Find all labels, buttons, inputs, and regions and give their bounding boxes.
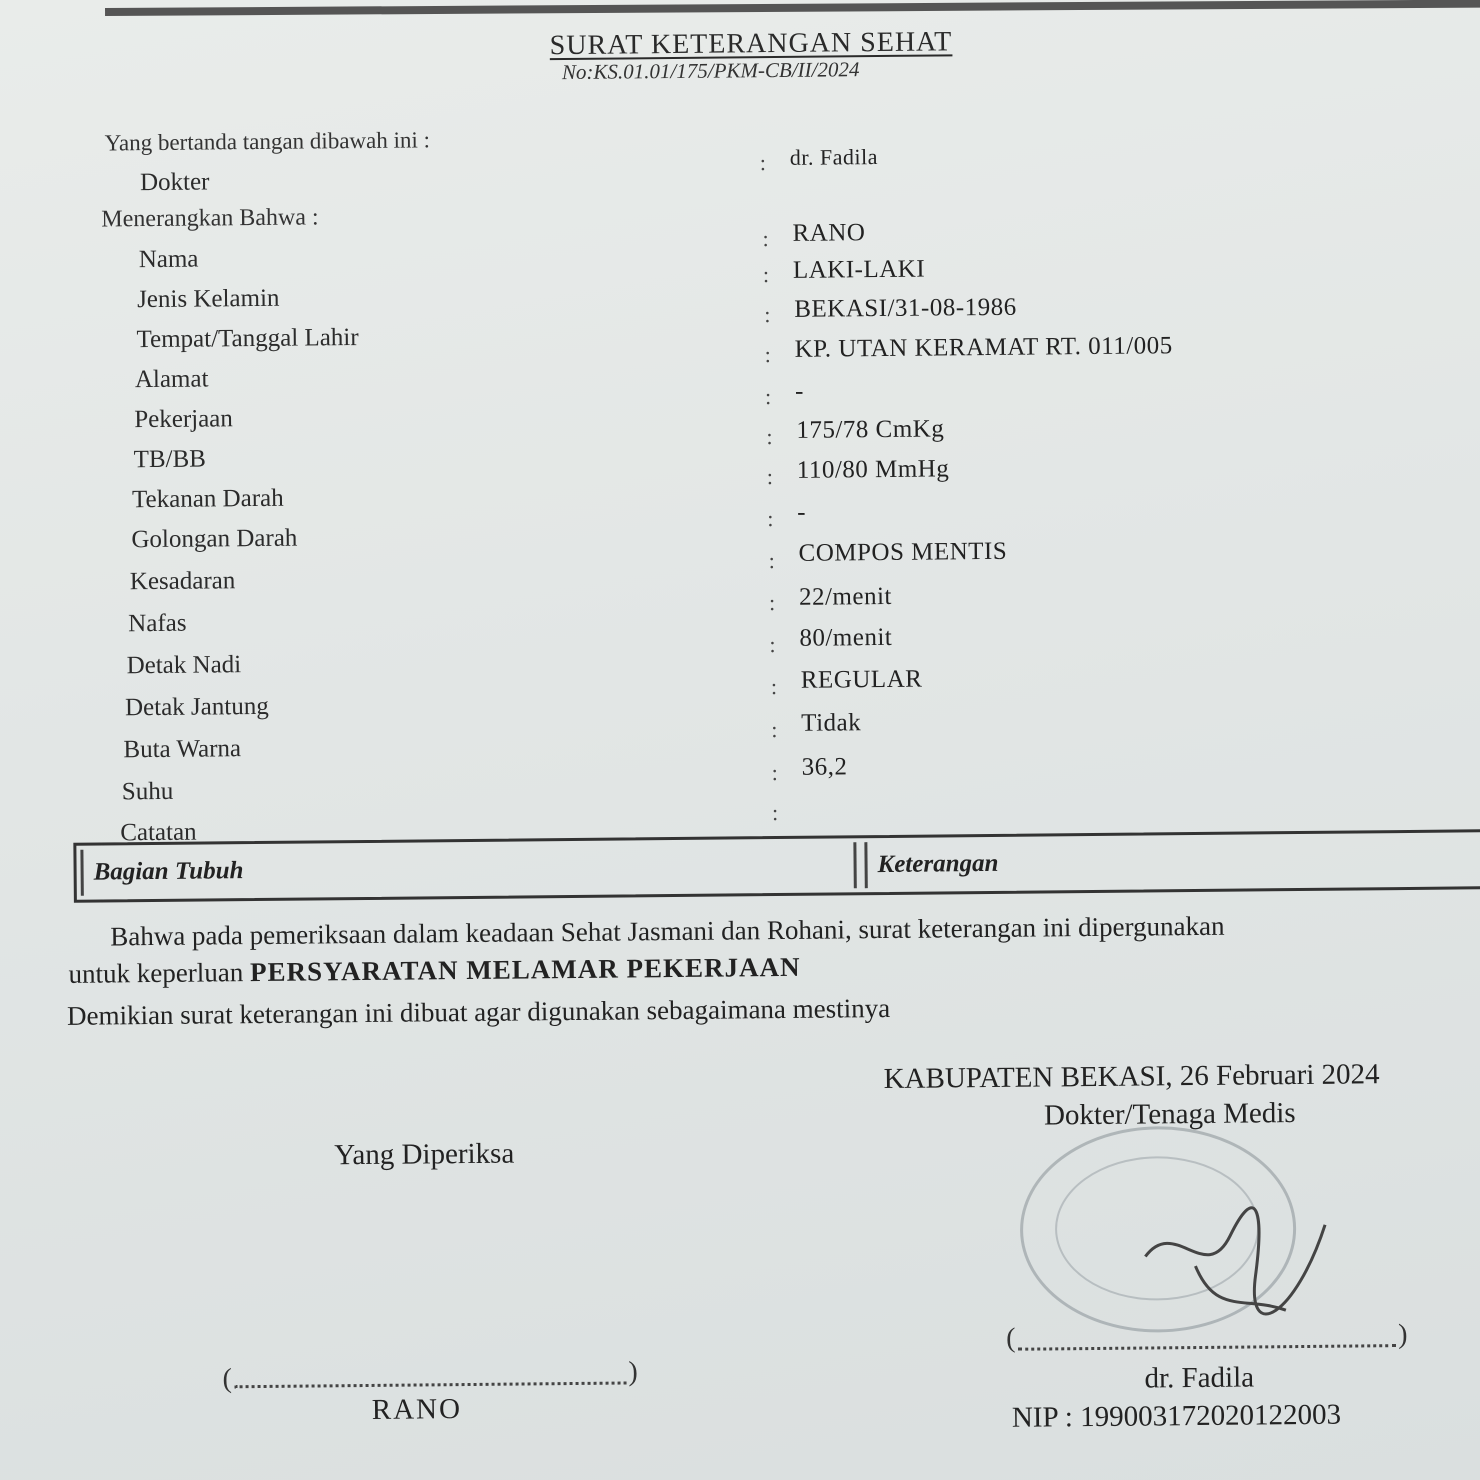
field-label-buta-warna: Buta Warna — [123, 735, 242, 764]
field-value-detak-nadi: 80/menit — [799, 623, 893, 652]
examined-label: Yang Diperiksa — [334, 1137, 515, 1172]
field-value-nama: RANO — [792, 219, 866, 247]
field-value-tekanan-darah: 110/80 MmHg — [796, 455, 950, 484]
field-colon: : — [770, 674, 778, 700]
doctor-signature-scribble — [1135, 1195, 1336, 1337]
table-header-bagian-tubuh: Bagian Tubuh — [80, 842, 856, 895]
examined-sign-close-paren: ) — [628, 1356, 638, 1388]
doctor-value: dr. Fadila — [789, 144, 879, 170]
statement-purpose: PERSYARATAN MELAMAR PEKERJAAN — [249, 951, 801, 988]
doctor-signature-line — [1018, 1344, 1396, 1351]
doctor-label: Dokter — [139, 168, 210, 197]
field-label-jenis-kelamin: Jenis Kelamin — [136, 284, 280, 314]
place-date: KABUPATEN BEKASI, 26 Februari 2024 — [883, 1058, 1380, 1096]
field-colon: : — [768, 548, 775, 574]
field-value-nafas: 22/menit — [798, 582, 893, 611]
field-colon: : — [769, 632, 776, 658]
field-label-catatan: Catatan — [120, 818, 197, 847]
field-value-detak-jantung: REGULAR — [800, 665, 923, 694]
field-value-tb-bb: 175/78 CmKg — [796, 415, 945, 444]
statement-purpose-prefix: untuk keperluan — [68, 957, 244, 989]
field-colon: : — [766, 424, 773, 450]
field-label-kesadaran: Kesadaran — [129, 567, 236, 596]
field-label-pekerjaan: Pekerjaan — [134, 405, 233, 434]
intro-statement: Menerangkan Bahwa : — [101, 204, 319, 233]
field-label-tekanan-darah: Tekanan Darah — [131, 484, 284, 514]
field-label-detak-nadi: Detak Nadi — [126, 651, 242, 680]
field-label-alamat: Alamat — [134, 365, 209, 394]
statement-line-1: Bahwa pada pemeriksaan dalam keadaan Sehat Jasmani dan Rohani, surat keterangan ini dipergunakan — [110, 910, 1225, 952]
field-colon: : — [767, 506, 774, 532]
examined-signature-line — [235, 1382, 627, 1389]
field-colon: : — [764, 302, 771, 328]
document-title: SURAT KETERANGAN SEHAT — [549, 26, 953, 62]
doctor-role: Dokter/Tenaga Medis — [1043, 1097, 1296, 1132]
field-colon: : — [764, 342, 771, 368]
document-number: No:KS.01.01/175/PKM-CB/II/2024 — [561, 57, 860, 85]
field-label-suhu: Suhu — [121, 777, 174, 806]
field-value-pekerjaan: - — [794, 377, 804, 405]
closing-statement: Demikian surat keterangan ini dibuat agar digunakan sebagaimana mestinya — [66, 992, 891, 1031]
field-colon: : — [762, 226, 769, 252]
doctor-sign-close-paren: ) — [1397, 1319, 1408, 1351]
intro-signatory: Yang bertanda tangan dibawah ini : — [104, 127, 431, 156]
statement-line-2 — [68, 952, 800, 990]
field-label-detak-jantung: Detak Jantung — [124, 692, 269, 722]
field-value-alamat: KP. UTAN KERAMAT RT. 011/005 — [794, 332, 1173, 363]
field-value-kesadaran: COMPOS MENTIS — [798, 537, 1008, 567]
doctor-name: dr. Fadila — [1144, 1361, 1255, 1395]
field-label-golongan-darah: Golongan Darah — [131, 524, 298, 554]
field-value-golongan-darah: - — [797, 498, 807, 526]
table-header-keterangan: Keterangan — [864, 836, 1480, 888]
field-value-tempat-tanggal-lahir: BEKASI/31-08-1986 — [794, 293, 1017, 323]
field-label-nafas: Nafas — [128, 609, 187, 638]
field-value-suhu: 36,2 — [801, 753, 848, 781]
examined-name: RANO — [371, 1393, 463, 1426]
doctor-colon: : — [759, 150, 767, 176]
field-colon: : — [768, 590, 776, 616]
doctor-nip: NIP : 199003172020122003 — [1011, 1398, 1342, 1434]
field-colon: : — [764, 384, 772, 410]
field-value-jenis-kelamin: LAKI-LAKI — [792, 255, 926, 284]
field-label-tb-bb: TB/BB — [133, 445, 207, 474]
field-colon: : — [771, 760, 778, 786]
field-colon: : — [766, 464, 774, 490]
field-colon: : — [771, 717, 778, 743]
doctor-sign-open-paren: ( — [1005, 1322, 1016, 1354]
body-parts-table — [73, 829, 1480, 903]
examined-sign-open-paren: ( — [222, 1363, 232, 1395]
field-label-nama: Nama — [138, 245, 199, 274]
field-colon: : — [771, 800, 779, 826]
field-label-tempat-tanggal-lahir: Tempat/Tanggal Lahir — [136, 324, 359, 354]
field-colon: : — [762, 262, 770, 288]
field-value-buta-warna: Tidak — [801, 709, 862, 737]
